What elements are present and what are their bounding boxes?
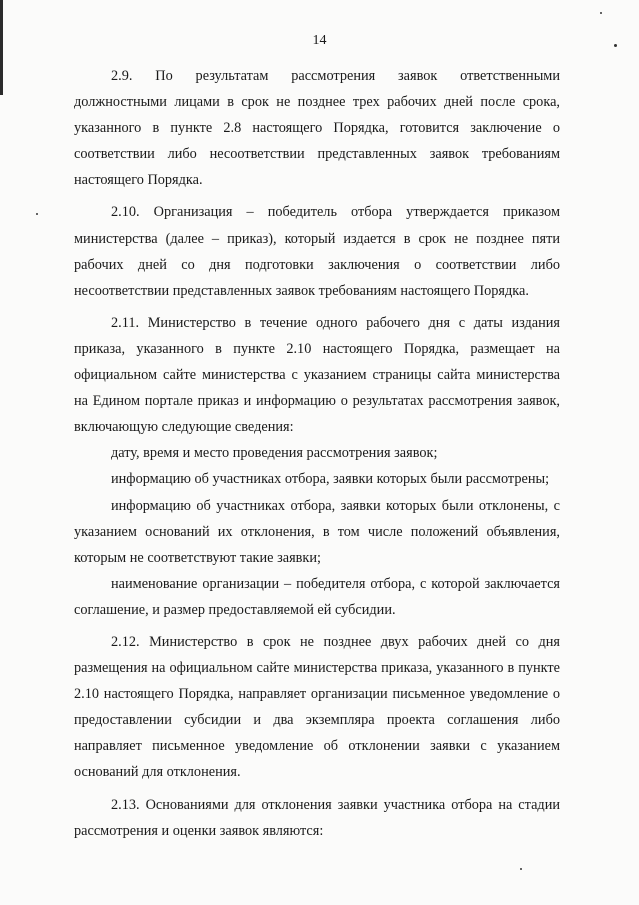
page-number: 14: [312, 33, 327, 48]
paragraph-2-9: 2.9. По результатам рассмотрения заявок ответственными должностными лицами в срок не позднее трех рабочих дней после срока, указанного в пункте 2.8 настоящего Порядка, готовится заключение о соответствии либо несоответствии представленных заявок требованиям настоящего Порядка.: [74, 68, 560, 189]
list-item: информацию об участниках отбора, заявки которых были рассмотрены;: [111, 471, 550, 488]
list-item: информацию об участниках отбора, заявки которых были отклонены, с указанием оснований их отклонения, в том числе положений объявления, которым не соответствуют такие заявки;: [74, 497, 560, 566]
paragraph-2-10: 2.10. Организация – победитель отбора утверждается приказом министерства (далее – приказ), который издается в срок не позднее пяти рабочих дней со дня подготовки заключения о соответствии либо несоответствии представленных заявок требованиям настоящего Порядка.: [74, 204, 560, 299]
scan-speck: [36, 213, 38, 215]
list-item: дату, время и место проведения рассмотрения заявок;: [111, 445, 438, 462]
paragraph-2-13: 2.13. Основаниями для отклонения заявки участника отбора на стадии рассмотрения и оценки заявок являются:: [74, 796, 560, 839]
scan-speck: [600, 12, 602, 14]
paragraph-2-11: 2.11. Министерство в течение одного рабочего дня с даты издания приказа, указанного в пункте 2.10 настоящего Порядка, размещает на официальном сайте министерства с указанием страницы сайта министерства на Едином портале приказ и информацию о результатах рассмотрения заявок, включающую следующие сведения:: [74, 314, 560, 436]
list-item: наименование организации – победителя отбора, с которой заключается соглашение, и размер предоставляемой ей субсидии.: [74, 575, 560, 618]
document-body: [74, 63, 560, 844]
paragraph-2-12: 2.12. Министерство в срок не позднее двух рабочих дней со дня размещения на официальном сайте министерства приказа, указанного в пункте 2.10 настоящего Порядка, направляет организации письменное уведомление о предоставлении субсидии и два экземпляра проекта соглашения либо направляет письменное уведомление об отклонении заявки с указанием оснований для отклонения.: [74, 633, 560, 781]
scan-speck: [520, 868, 522, 870]
